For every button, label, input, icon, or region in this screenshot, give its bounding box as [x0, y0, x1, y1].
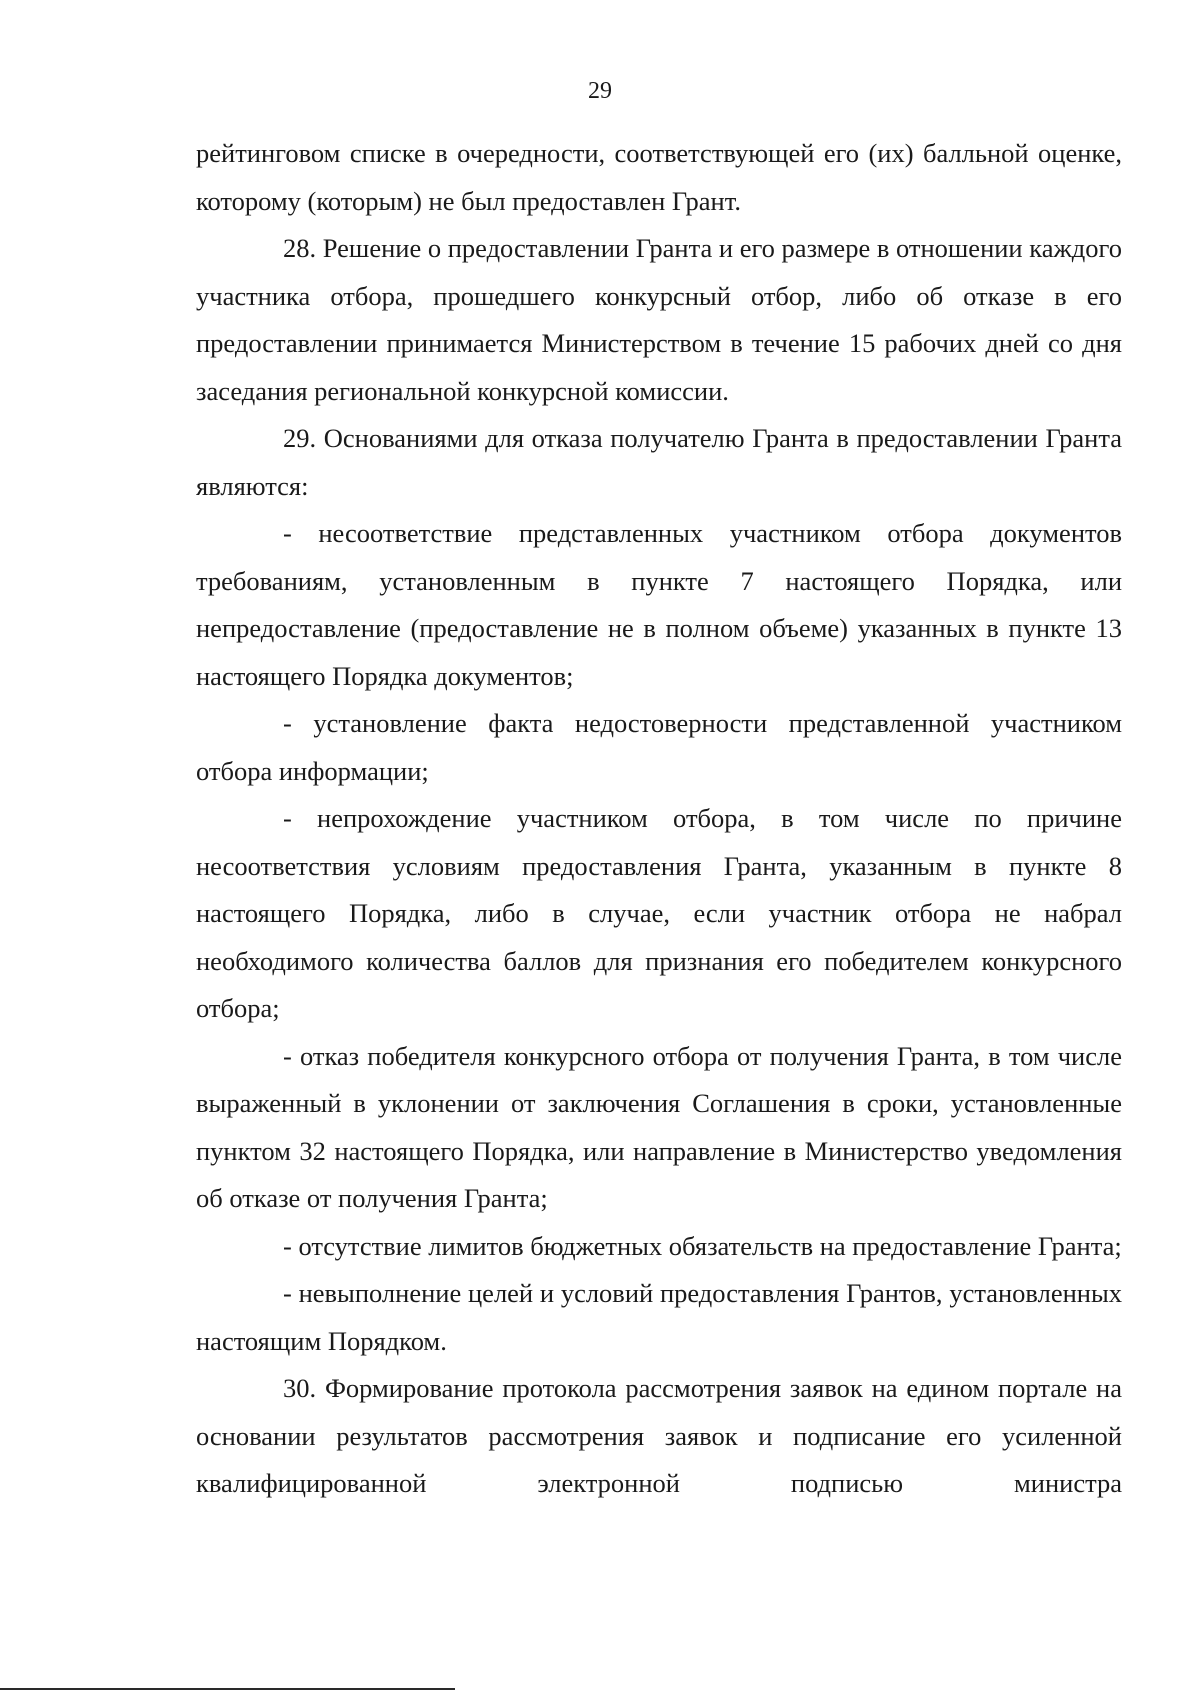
list-item-documents-mismatch: - несоответствие представленных участником отбора документов требованиям, установленным в пункте 7 настоящего Порядка, или непредоставление (предоставление не в полном объеме) указанных в пункте 13 настоящего Порядка документов; [196, 518, 1122, 691]
list-item-selection-failure: - непрохождение участником отбора, в том числе по причине несоответствия условиям предоставления Гранта, указанным в пункте 8 настоящего Порядка, либо в случае, если участник отбора не набрал необходимого количества баллов для признания его победителем конкурсного отбора; [196, 803, 1122, 1023]
list-item-no-budget-limits: - отсутствие лимитов бюджетных обязательств на предоставление Гранта; [283, 1230, 1122, 1261]
bottom-divider [0, 1688, 455, 1690]
document-body [196, 130, 1122, 1508]
list-item-false-information: - установление факта недостоверности представленной участником отбора информации; [196, 708, 1122, 786]
paragraph-item-29: 29. Основаниями для отказа получателю Гранта в предоставлении Гранта являются: [196, 423, 1122, 501]
paragraph-continuation: рейтинговом списке в очередности, соответствующей его (их) балльной оценке, которому (которым) не был предоставлен Грант. [196, 138, 1122, 216]
list-item-winner-refusal: - отказ победителя конкурсного отбора от получения Гранта, в том числе выраженный в уклонении от заключения Соглашения в сроки, установленные пунктом 32 настоящего Порядка, или направление в Министерство уведомления об отказе от получения Гранта; [196, 1040, 1122, 1213]
paragraph-item-28: 28. Решение о предоставлении Гранта и его размере в отношении каждого участника отбора, прошедшего конкурсный отбор, либо об отказе в его предоставлении принимается Министерством в течение 15 рабочих дней со дня заседания региональной конкурсной комиссии. [196, 233, 1122, 406]
list-item-goals-not-met: - невыполнение целей и условий предоставления Грантов, установленных настоящим Порядком. [196, 1278, 1122, 1356]
page-number: 29 [588, 78, 612, 104]
paragraph-item-30: 30. Формирование протокола рассмотрения заявок на едином портале на основании результатов рассмотрения заявок и подписание его усиленной квалифицированной электронной подписью министра [196, 1373, 1122, 1498]
